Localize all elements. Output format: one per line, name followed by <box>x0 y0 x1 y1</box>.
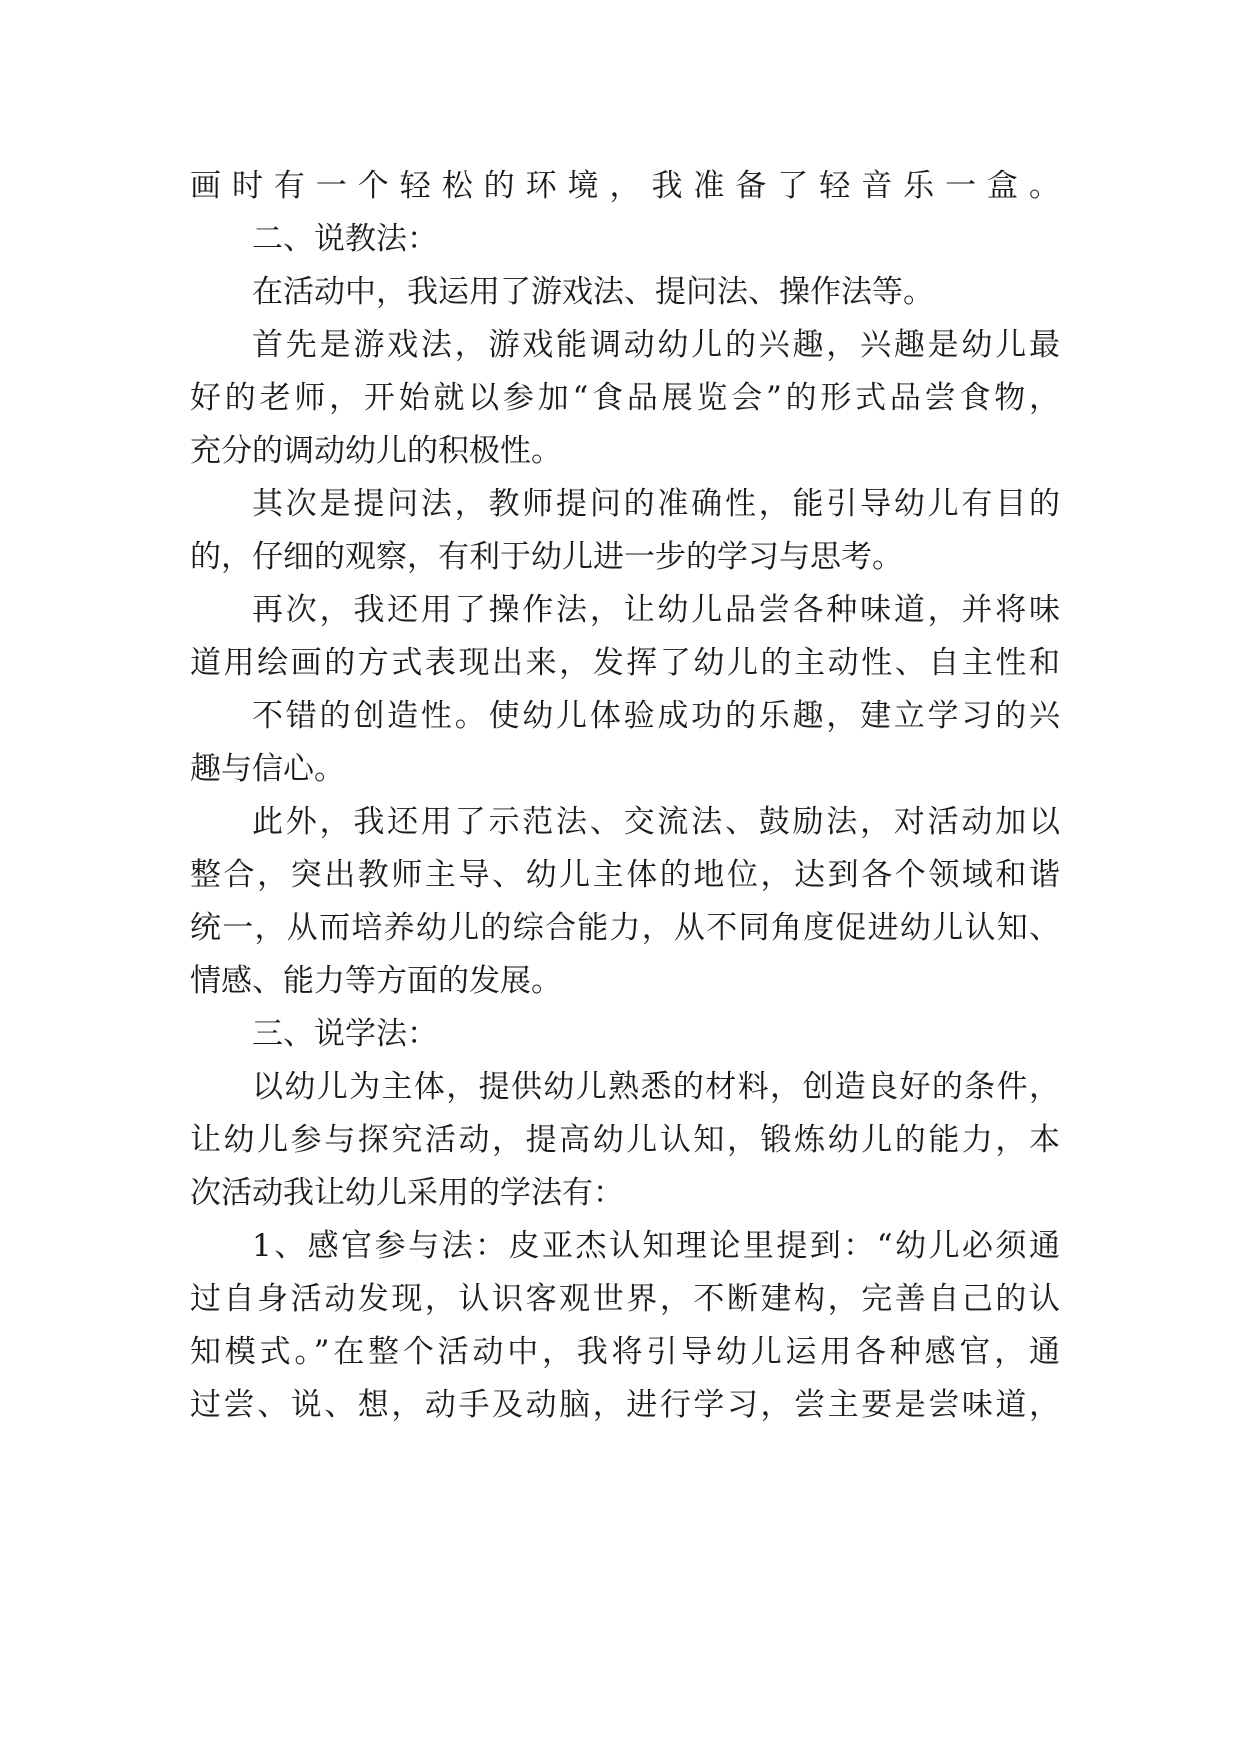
text-line: 此外，我还用了示范法、交流法、鼓励法，对活动加以 <box>252 804 1060 840</box>
text-line: 画时有一个轻松的环境，我准备了轻音乐一盒。 <box>190 168 1060 204</box>
section-heading: 二、说教法： <box>252 221 438 257</box>
text-line: 过自身活动发现，认识客观世界，不断建构，完善自己的认 <box>190 1281 1060 1317</box>
text-line: 整合，突出教师主导、幼儿主体的地位，达到各个领域和谐 <box>190 857 1060 893</box>
text-line: 以幼儿为主体，提供幼儿熟悉的材料，创造良好的条件， <box>252 1069 1060 1105</box>
text-line: 趣与信心。 <box>190 751 345 787</box>
text-line: 1、感官参与法：皮亚杰认知理论里提到：“幼儿必须通 <box>252 1228 1060 1264</box>
text-line: 统一，从而培养幼儿的综合能力，从不同角度促进幼儿认知、 <box>190 910 1060 946</box>
text-line: 的，仔细的观察，有利于幼儿进一步的学习与思考。 <box>190 539 903 575</box>
text-line: 其次是提问法，教师提问的准确性，能引导幼儿有目的 <box>252 486 1060 522</box>
section-heading: 三、说学法： <box>252 1016 438 1052</box>
text-line: 次活动我让幼儿采用的学法有： <box>190 1175 624 1211</box>
text-line: 知模式。”在整个活动中，我将引导幼儿运用各种感官，通 <box>190 1334 1060 1370</box>
text-line: 情感、能力等方面的发展。 <box>190 963 562 999</box>
text-line: 不错的创造性。使幼儿体验成功的乐趣，建立学习的兴 <box>252 698 1060 734</box>
text-line: 道用绘画的方式表现出来，发挥了幼儿的主动性、自主性和 <box>190 645 1060 681</box>
text-line: 过尝、说、想，动手及动脑，进行学习，尝主要是尝味道， <box>190 1387 1060 1423</box>
text-line: 首先是游戏法，游戏能调动幼儿的兴趣，兴趣是幼儿最 <box>252 327 1060 363</box>
text-line: 再次，我还用了操作法，让幼儿品尝各种味道，并将味 <box>252 592 1060 628</box>
text-line: 让幼儿参与探究活动，提高幼儿认知，锻炼幼儿的能力，本 <box>190 1122 1060 1158</box>
text-line: 充分的调动幼儿的积极性。 <box>190 433 562 469</box>
text-line: 在活动中，我运用了游戏法、提问法、操作法等。 <box>252 274 934 310</box>
text-line: 好的老师，开始就以参加“食品展览会”的形式品尝食物， <box>190 380 1060 416</box>
